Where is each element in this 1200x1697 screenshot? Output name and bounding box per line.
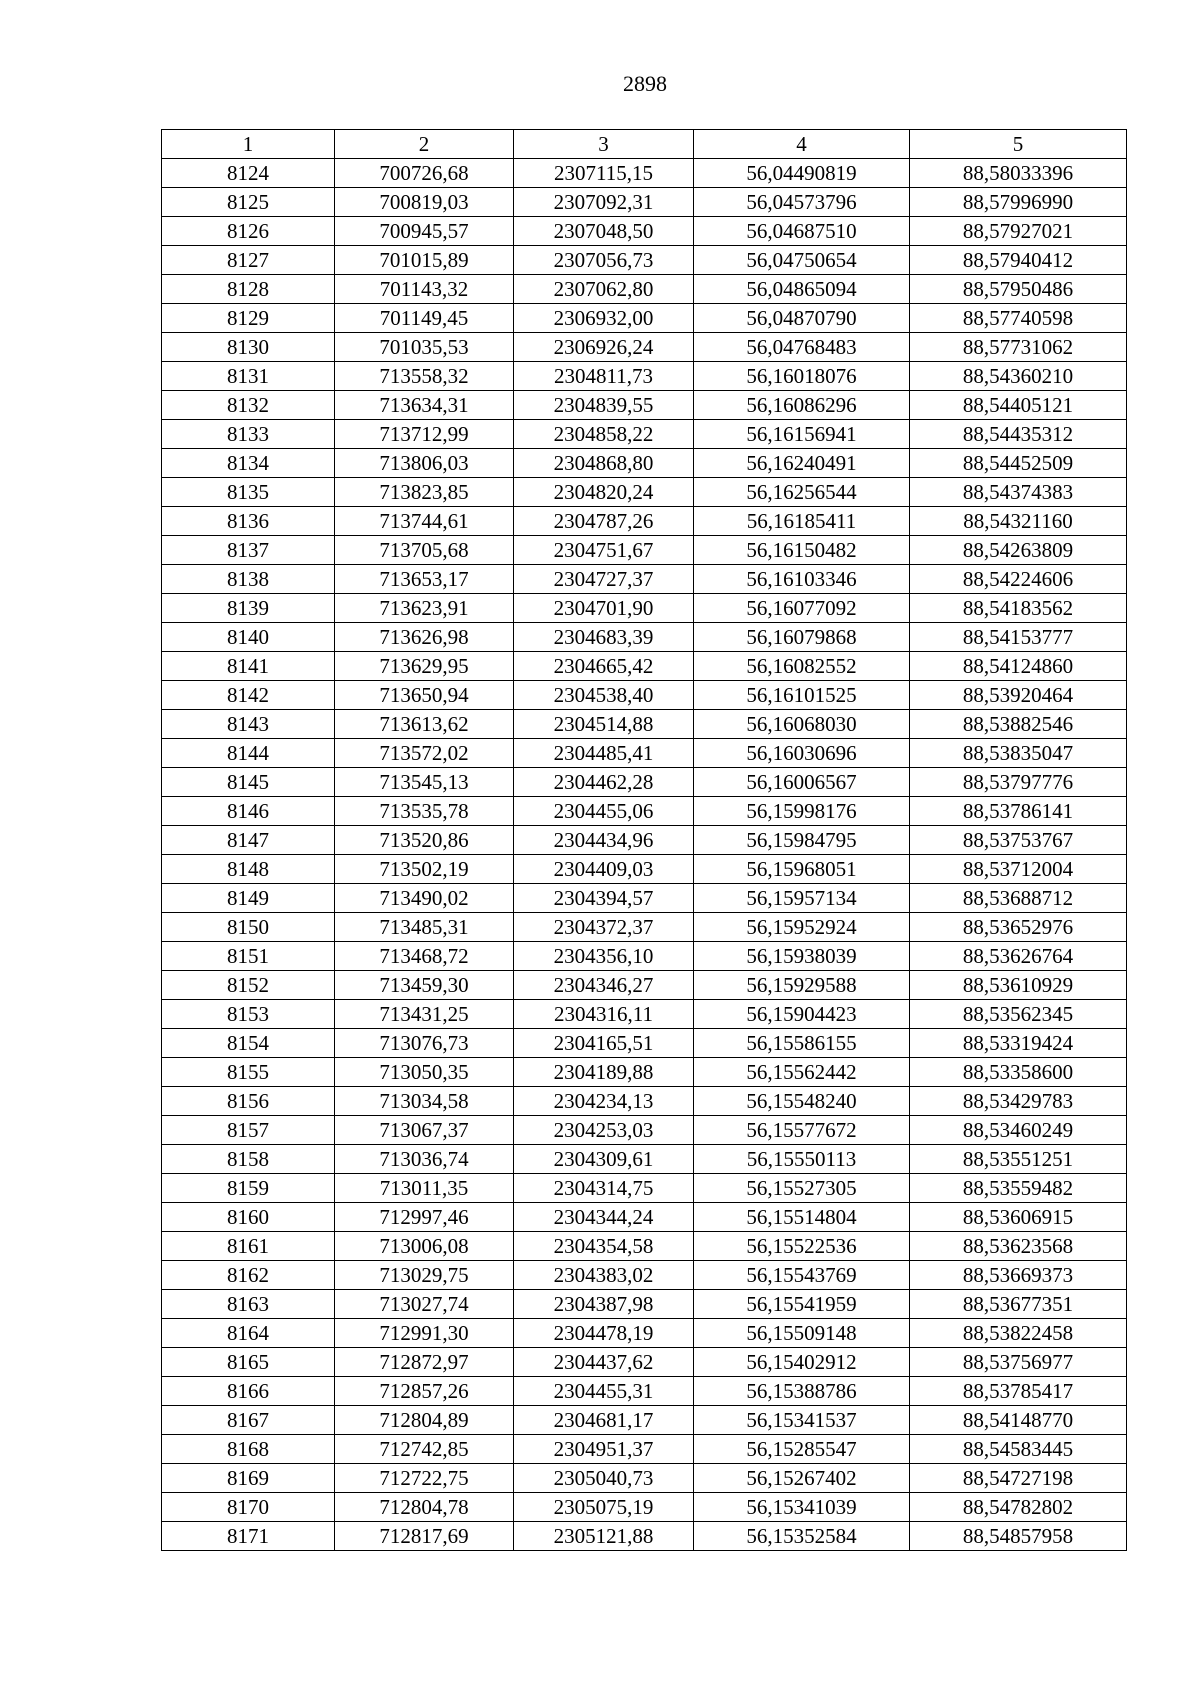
table-row [162,449,1127,478]
latitude-cell: 56,15509148 [694,1319,910,1348]
latitude-cell: 56,04865094 [694,275,910,304]
latitude-cell: 56,04870790 [694,304,910,333]
table-row [162,333,1127,362]
y-coordinate-cell: 2304839,55 [514,391,694,420]
y-coordinate-cell: 2304165,51 [514,1029,694,1058]
point-number-cell: 8128 [162,275,335,304]
longitude-cell: 88,53358600 [910,1058,1127,1087]
longitude-cell: 88,53688712 [910,884,1127,913]
point-number-cell: 8130 [162,333,335,362]
table-row [162,942,1127,971]
longitude-cell: 88,54857958 [910,1522,1127,1551]
x-coordinate-cell: 713029,75 [335,1261,514,1290]
table-row [162,1406,1127,1435]
x-coordinate-cell: 712722,75 [335,1464,514,1493]
x-coordinate-cell: 713431,25 [335,1000,514,1029]
latitude-cell: 56,15541959 [694,1290,910,1319]
y-coordinate-cell: 2307092,31 [514,188,694,217]
longitude-cell: 88,53882546 [910,710,1127,739]
y-coordinate-cell: 2305075,19 [514,1493,694,1522]
table-row [162,681,1127,710]
longitude-cell: 88,57740598 [910,304,1127,333]
latitude-cell: 56,16240491 [694,449,910,478]
y-coordinate-cell: 2304727,37 [514,565,694,594]
latitude-cell: 56,15548240 [694,1087,910,1116]
longitude-cell: 88,54727198 [910,1464,1127,1493]
table-row [162,217,1127,246]
page-number: 2898 [623,71,667,96]
table-row [162,1116,1127,1145]
point-number-cell: 8170 [162,1493,335,1522]
x-coordinate-cell: 713744,61 [335,507,514,536]
x-coordinate-cell: 713036,74 [335,1145,514,1174]
point-number-cell: 8132 [162,391,335,420]
longitude-cell: 88,53429783 [910,1087,1127,1116]
longitude-cell: 88,54452509 [910,449,1127,478]
point-number-cell: 8137 [162,536,335,565]
point-number-cell: 8169 [162,1464,335,1493]
y-coordinate-cell: 2304751,67 [514,536,694,565]
latitude-cell: 56,16086296 [694,391,910,420]
latitude-cell: 56,16256544 [694,478,910,507]
table-row [162,1145,1127,1174]
y-coordinate-cell: 2304409,03 [514,855,694,884]
point-number-cell: 8165 [162,1348,335,1377]
longitude-cell: 88,53822458 [910,1319,1127,1348]
x-coordinate-cell: 712872,97 [335,1348,514,1377]
longitude-cell: 88,54183562 [910,594,1127,623]
table-row [162,391,1127,420]
longitude-cell: 88,57950486 [910,275,1127,304]
table-row [162,1522,1127,1551]
longitude-cell: 88,53669373 [910,1261,1127,1290]
point-number-cell: 8136 [162,507,335,536]
table-row [162,1203,1127,1232]
latitude-cell: 56,15938039 [694,942,910,971]
x-coordinate-cell: 700726,68 [335,159,514,188]
y-coordinate-cell: 2304951,37 [514,1435,694,1464]
latitude-cell: 56,16018076 [694,362,910,391]
y-coordinate-cell: 2304455,31 [514,1377,694,1406]
table-row [162,1290,1127,1319]
longitude-cell: 88,57731062 [910,333,1127,362]
x-coordinate-cell: 713011,35 [335,1174,514,1203]
table-row [162,1261,1127,1290]
point-number-cell: 8134 [162,449,335,478]
point-number-cell: 8135 [162,478,335,507]
table-row [162,884,1127,913]
latitude-cell: 56,15285547 [694,1435,910,1464]
longitude-cell: 88,53785417 [910,1377,1127,1406]
longitude-cell: 88,53920464 [910,681,1127,710]
y-coordinate-cell: 2304354,58 [514,1232,694,1261]
longitude-cell: 88,53652976 [910,913,1127,942]
point-number-cell: 8156 [162,1087,335,1116]
point-number-cell: 8138 [162,565,335,594]
y-coordinate-cell: 2304372,37 [514,913,694,942]
table-row [162,188,1127,217]
latitude-cell: 56,16101525 [694,681,910,710]
latitude-cell: 56,04750654 [694,246,910,275]
x-coordinate-cell: 712817,69 [335,1522,514,1551]
table-row [162,594,1127,623]
x-coordinate-cell: 713468,72 [335,942,514,971]
longitude-cell: 88,54435312 [910,420,1127,449]
latitude-cell: 56,15562442 [694,1058,910,1087]
table-row [162,1000,1127,1029]
x-coordinate-cell: 701015,89 [335,246,514,275]
y-coordinate-cell: 2306926,24 [514,333,694,362]
longitude-cell: 88,54360210 [910,362,1127,391]
latitude-cell: 56,15352584 [694,1522,910,1551]
latitude-cell: 56,15341039 [694,1493,910,1522]
x-coordinate-cell: 713006,08 [335,1232,514,1261]
column-header-2: 2 [335,130,514,159]
latitude-cell: 56,15388786 [694,1377,910,1406]
latitude-cell: 56,15527305 [694,1174,910,1203]
point-number-cell: 8146 [162,797,335,826]
longitude-cell: 88,53626764 [910,942,1127,971]
y-coordinate-cell: 2304346,27 [514,971,694,1000]
x-coordinate-cell: 713626,98 [335,623,514,652]
table-row [162,1377,1127,1406]
longitude-cell: 88,54583445 [910,1435,1127,1464]
longitude-cell: 88,57940412 [910,246,1127,275]
table-row [162,1174,1127,1203]
point-number-cell: 8147 [162,826,335,855]
table-row [162,246,1127,275]
point-number-cell: 8142 [162,681,335,710]
coordinates-table [161,129,1127,1551]
latitude-cell: 56,15929588 [694,971,910,1000]
table-row [162,855,1127,884]
y-coordinate-cell: 2304394,57 [514,884,694,913]
y-coordinate-cell: 2304387,98 [514,1290,694,1319]
latitude-cell: 56,15968051 [694,855,910,884]
longitude-cell: 88,53460249 [910,1116,1127,1145]
latitude-cell: 56,15522536 [694,1232,910,1261]
x-coordinate-cell: 713076,73 [335,1029,514,1058]
table-row [162,362,1127,391]
latitude-cell: 56,15577672 [694,1116,910,1145]
table-row [162,826,1127,855]
y-coordinate-cell: 2307048,50 [514,217,694,246]
y-coordinate-cell: 2304787,26 [514,507,694,536]
point-number-cell: 8148 [162,855,335,884]
point-number-cell: 8151 [162,942,335,971]
longitude-cell: 88,53835047 [910,739,1127,768]
point-number-cell: 8143 [162,710,335,739]
latitude-cell: 56,15341537 [694,1406,910,1435]
point-number-cell: 8157 [162,1116,335,1145]
point-number-cell: 8127 [162,246,335,275]
x-coordinate-cell: 713490,02 [335,884,514,913]
table-row [162,275,1127,304]
table-row [162,304,1127,333]
latitude-cell: 56,15998176 [694,797,910,826]
x-coordinate-cell: 712742,85 [335,1435,514,1464]
table-row [162,1319,1127,1348]
x-coordinate-cell: 713459,30 [335,971,514,1000]
y-coordinate-cell: 2307115,15 [514,159,694,188]
table-row [162,797,1127,826]
x-coordinate-cell: 713629,95 [335,652,514,681]
x-coordinate-cell: 712804,78 [335,1493,514,1522]
longitude-cell: 88,53606915 [910,1203,1127,1232]
x-coordinate-cell: 713613,62 [335,710,514,739]
latitude-cell: 56,04490819 [694,159,910,188]
longitude-cell: 88,53559482 [910,1174,1127,1203]
x-coordinate-cell: 712997,46 [335,1203,514,1232]
y-coordinate-cell: 2304665,42 [514,652,694,681]
latitude-cell: 56,15267402 [694,1464,910,1493]
x-coordinate-cell: 713535,78 [335,797,514,826]
y-coordinate-cell: 2304383,02 [514,1261,694,1290]
longitude-cell: 88,53677351 [910,1290,1127,1319]
y-coordinate-cell: 2304868,80 [514,449,694,478]
latitude-cell: 56,16077092 [694,594,910,623]
x-coordinate-cell: 713520,86 [335,826,514,855]
y-coordinate-cell: 2304820,24 [514,478,694,507]
table-row [162,1058,1127,1087]
x-coordinate-cell: 713806,03 [335,449,514,478]
y-coordinate-cell: 2304478,19 [514,1319,694,1348]
column-header-4: 4 [694,130,910,159]
point-number-cell: 8158 [162,1145,335,1174]
longitude-cell: 88,53623568 [910,1232,1127,1261]
latitude-cell: 56,15952924 [694,913,910,942]
table-row [162,536,1127,565]
x-coordinate-cell: 713545,13 [335,768,514,797]
table-row [162,913,1127,942]
point-number-cell: 8154 [162,1029,335,1058]
point-number-cell: 8125 [162,188,335,217]
header-row [162,130,1127,159]
y-coordinate-cell: 2307056,73 [514,246,694,275]
point-number-cell: 8140 [162,623,335,652]
x-coordinate-cell: 713572,02 [335,739,514,768]
column-header-5: 5 [910,130,1127,159]
x-coordinate-cell: 713823,85 [335,478,514,507]
y-coordinate-cell: 2304316,11 [514,1000,694,1029]
y-coordinate-cell: 2304434,96 [514,826,694,855]
y-coordinate-cell: 2305040,73 [514,1464,694,1493]
longitude-cell: 88,54405121 [910,391,1127,420]
latitude-cell: 56,16156941 [694,420,910,449]
latitude-cell: 56,04687510 [694,217,910,246]
latitude-cell: 56,15543769 [694,1261,910,1290]
longitude-cell: 88,53786141 [910,797,1127,826]
latitude-cell: 56,04768483 [694,333,910,362]
x-coordinate-cell: 700819,03 [335,188,514,217]
point-number-cell: 8124 [162,159,335,188]
y-coordinate-cell: 2304811,73 [514,362,694,391]
table-row [162,1493,1127,1522]
latitude-cell: 56,16006567 [694,768,910,797]
longitude-cell: 88,53551251 [910,1145,1127,1174]
point-number-cell: 8129 [162,304,335,333]
x-coordinate-cell: 713634,31 [335,391,514,420]
x-coordinate-cell: 700945,57 [335,217,514,246]
y-coordinate-cell: 2304309,61 [514,1145,694,1174]
y-coordinate-cell: 2304314,75 [514,1174,694,1203]
table-row [162,478,1127,507]
point-number-cell: 8162 [162,1261,335,1290]
table-row [162,710,1127,739]
y-coordinate-cell: 2304253,03 [514,1116,694,1145]
x-coordinate-cell: 713712,99 [335,420,514,449]
longitude-cell: 88,54263809 [910,536,1127,565]
latitude-cell: 56,16079868 [694,623,910,652]
table-row [162,971,1127,1000]
x-coordinate-cell: 701149,45 [335,304,514,333]
point-number-cell: 8133 [162,420,335,449]
column-header-3: 3 [514,130,694,159]
latitude-cell: 56,15402912 [694,1348,910,1377]
longitude-cell: 88,53319424 [910,1029,1127,1058]
table-row [162,1232,1127,1261]
x-coordinate-cell: 713558,32 [335,362,514,391]
table-row [162,1464,1127,1493]
point-number-cell: 8131 [162,362,335,391]
y-coordinate-cell: 2306932,00 [514,304,694,333]
latitude-cell: 56,15586155 [694,1029,910,1058]
x-coordinate-cell: 713650,94 [335,681,514,710]
longitude-cell: 88,58033396 [910,159,1127,188]
latitude-cell: 56,15957134 [694,884,910,913]
latitude-cell: 56,16150482 [694,536,910,565]
point-number-cell: 8163 [162,1290,335,1319]
point-number-cell: 8166 [162,1377,335,1406]
table-row [162,623,1127,652]
y-coordinate-cell: 2304234,13 [514,1087,694,1116]
y-coordinate-cell: 2304538,40 [514,681,694,710]
x-coordinate-cell: 701143,32 [335,275,514,304]
point-number-cell: 8152 [162,971,335,1000]
point-number-cell: 8141 [162,652,335,681]
longitude-cell: 88,53797776 [910,768,1127,797]
x-coordinate-cell: 713502,19 [335,855,514,884]
longitude-cell: 88,54153777 [910,623,1127,652]
table-row [162,420,1127,449]
y-coordinate-cell: 2304858,22 [514,420,694,449]
y-coordinate-cell: 2304681,17 [514,1406,694,1435]
point-number-cell: 8126 [162,217,335,246]
point-number-cell: 8171 [162,1522,335,1551]
longitude-cell: 88,54148770 [910,1406,1127,1435]
latitude-cell: 56,16082552 [694,652,910,681]
y-coordinate-cell: 2304701,90 [514,594,694,623]
latitude-cell: 56,16030696 [694,739,910,768]
x-coordinate-cell: 713653,17 [335,565,514,594]
y-coordinate-cell: 2305121,88 [514,1522,694,1551]
latitude-cell: 56,04573796 [694,188,910,217]
x-coordinate-cell: 712857,26 [335,1377,514,1406]
table-row [162,565,1127,594]
longitude-cell: 88,53756977 [910,1348,1127,1377]
x-coordinate-cell: 713027,74 [335,1290,514,1319]
x-coordinate-cell: 713067,37 [335,1116,514,1145]
y-coordinate-cell: 2307062,80 [514,275,694,304]
table-row [162,1029,1127,1058]
longitude-cell: 88,53562345 [910,1000,1127,1029]
latitude-cell: 56,15904423 [694,1000,910,1029]
y-coordinate-cell: 2304189,88 [514,1058,694,1087]
longitude-cell: 88,53753767 [910,826,1127,855]
table-row [162,1435,1127,1464]
table-row [162,1087,1127,1116]
table-body [162,159,1127,1551]
point-number-cell: 8155 [162,1058,335,1087]
x-coordinate-cell: 713705,68 [335,536,514,565]
point-number-cell: 8160 [162,1203,335,1232]
latitude-cell: 56,15550113 [694,1145,910,1174]
table-row [162,507,1127,536]
point-number-cell: 8161 [162,1232,335,1261]
latitude-cell: 56,15984795 [694,826,910,855]
y-coordinate-cell: 2304514,88 [514,710,694,739]
x-coordinate-cell: 701035,53 [335,333,514,362]
point-number-cell: 8150 [162,913,335,942]
point-number-cell: 8149 [162,884,335,913]
x-coordinate-cell: 713485,31 [335,913,514,942]
table-row [162,652,1127,681]
point-number-cell: 8167 [162,1406,335,1435]
y-coordinate-cell: 2304485,41 [514,739,694,768]
point-number-cell: 8168 [162,1435,335,1464]
column-header-1: 1 [162,130,335,159]
y-coordinate-cell: 2304455,06 [514,797,694,826]
x-coordinate-cell: 713034,58 [335,1087,514,1116]
x-coordinate-cell: 713623,91 [335,594,514,623]
table-row [162,739,1127,768]
point-number-cell: 8153 [162,1000,335,1029]
table-header [162,130,1127,159]
table-row [162,768,1127,797]
y-coordinate-cell: 2304437,62 [514,1348,694,1377]
point-number-cell: 8144 [162,739,335,768]
longitude-cell: 88,54124860 [910,652,1127,681]
point-number-cell: 8139 [162,594,335,623]
longitude-cell: 88,54224606 [910,565,1127,594]
longitude-cell: 88,54782802 [910,1493,1127,1522]
point-number-cell: 8145 [162,768,335,797]
latitude-cell: 56,15514804 [694,1203,910,1232]
latitude-cell: 56,16185411 [694,507,910,536]
y-coordinate-cell: 2304356,10 [514,942,694,971]
latitude-cell: 56,16068030 [694,710,910,739]
x-coordinate-cell: 712991,30 [335,1319,514,1348]
longitude-cell: 88,57996990 [910,188,1127,217]
x-coordinate-cell: 712804,89 [335,1406,514,1435]
y-coordinate-cell: 2304683,39 [514,623,694,652]
table-row [162,159,1127,188]
longitude-cell: 88,53712004 [910,855,1127,884]
x-coordinate-cell: 713050,35 [335,1058,514,1087]
y-coordinate-cell: 2304462,28 [514,768,694,797]
point-number-cell: 8164 [162,1319,335,1348]
latitude-cell: 56,16103346 [694,565,910,594]
table-row [162,1348,1127,1377]
longitude-cell: 88,57927021 [910,217,1127,246]
longitude-cell: 88,54321160 [910,507,1127,536]
longitude-cell: 88,53610929 [910,971,1127,1000]
point-number-cell: 8159 [162,1174,335,1203]
y-coordinate-cell: 2304344,24 [514,1203,694,1232]
longitude-cell: 88,54374383 [910,478,1127,507]
